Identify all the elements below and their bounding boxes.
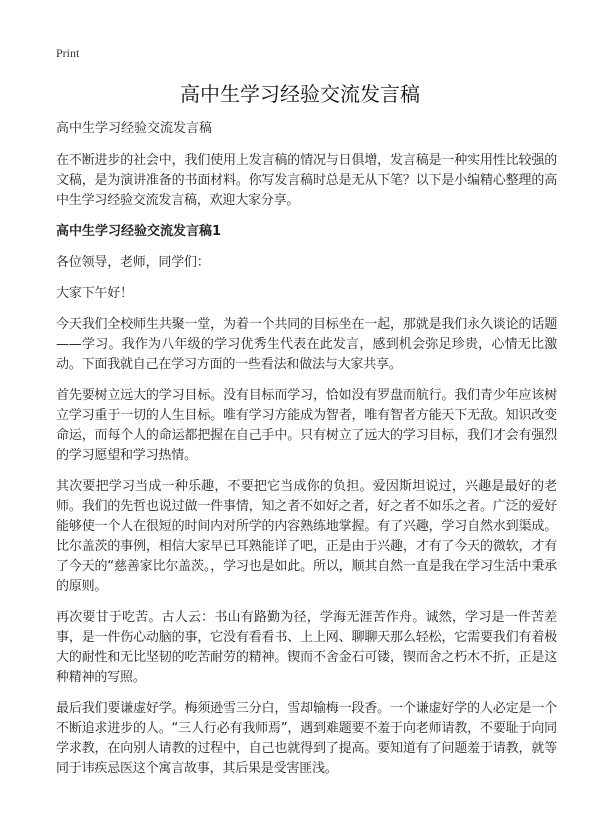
body-paragraph: 首先要树立远大的学习目标。没有目标而学习，恰如没有罗盘而航行。我们青少年应该树立学习重于一切的人生目标。唯有学习方能成为智者，唯有智者方能天下无敌。知识改变命运，而每个人的命运都把握在自己手中。只有树立了远大的学习目标，我们才会有强烈的学习愿望和学习热情。: [56, 388, 557, 463]
page-title: 高中生学习经验交流发言稿: [180, 82, 420, 106]
body-paragraph: 最后我们要谦虚好学。梅须逊雪三分白，雪却输梅一段香。一个谦虚好学的人必定是一个不断追求进步的人。“三人行必有我师焉”，遇到难题要不羞于向老师请教，不要耻于向同学求教，在向别人请教的过程中，自己也就得到了提高。要知道有了问题羞于请教，就等同于讳疾忌医这个寓言故事，其后果是受害匪浅。: [56, 701, 557, 776]
body-paragraph: 今天我们全校师生共聚一堂，为着一个共同的目标坐在一起，那就是我们永久谈论的话题——学习。我作为八年级的学习优秀生代表在此发言，感到机会弥足珍贵，心情无比激动。下面我就自己在学习方面的一些看法和做法与大家共享。: [56, 317, 557, 372]
print-link[interactable]: Print: [56, 46, 80, 60]
body-paragraph: 其次要把学习当成一种乐趣，不要把它当成你的负担。爱因斯坦说过，兴趣是最好的老师。我们的先哲也说过做一件事情，知之者不如好之者，好之者不如乐之者。广泛的爱好能够使一个人在很短的时间内对所学的内容熟练地掌握。有了兴趣，学习自然水到渠成。比尔盖茨的事例，相信大家早已耳熟能详了吧，正是由于兴趣，才有了今天的微软，才有了今天的“慈善家比尔盖茨。，学习也是如此。所以，顺其自然一直是我在学习生活中秉承的原则。: [56, 479, 557, 594]
section-heading: 高中生学习经验交流发言稿1: [56, 224, 222, 239]
body-paragraph: 再次要甘于吃苦。古人云：书山有路勤为径，学海无涯苦作舟。诚然，学习是一件苦差事，是一件伤心动脑的事，它没有看看书、上上网、聊聊天那么轻松，它需要我们有着极大的耐性和无比坚韧的吃苦耐劳的精神。锲而不舍金石可镂，锲而舍之朽木不折，正是这种精神的写照。: [56, 610, 557, 685]
intro-paragraph: 在不断进步的社会中，我们使用上发言稿的情况与日俱增，发言稿是一种实用性比较强的文稿，是为演讲准备的书面材料。你写发言稿时总是无从下笔？以下是小编精心整理的高中生学习经验交流发言稿，欢迎大家分享。: [56, 153, 557, 208]
document-body: [56, 119, 557, 790]
document-subtitle: 高中生学习经验交流发言稿: [56, 121, 213, 136]
salutation-paragraph: 各位领导，老师，同学们：: [56, 255, 210, 270]
greeting-paragraph: 大家下午好！: [56, 286, 133, 301]
